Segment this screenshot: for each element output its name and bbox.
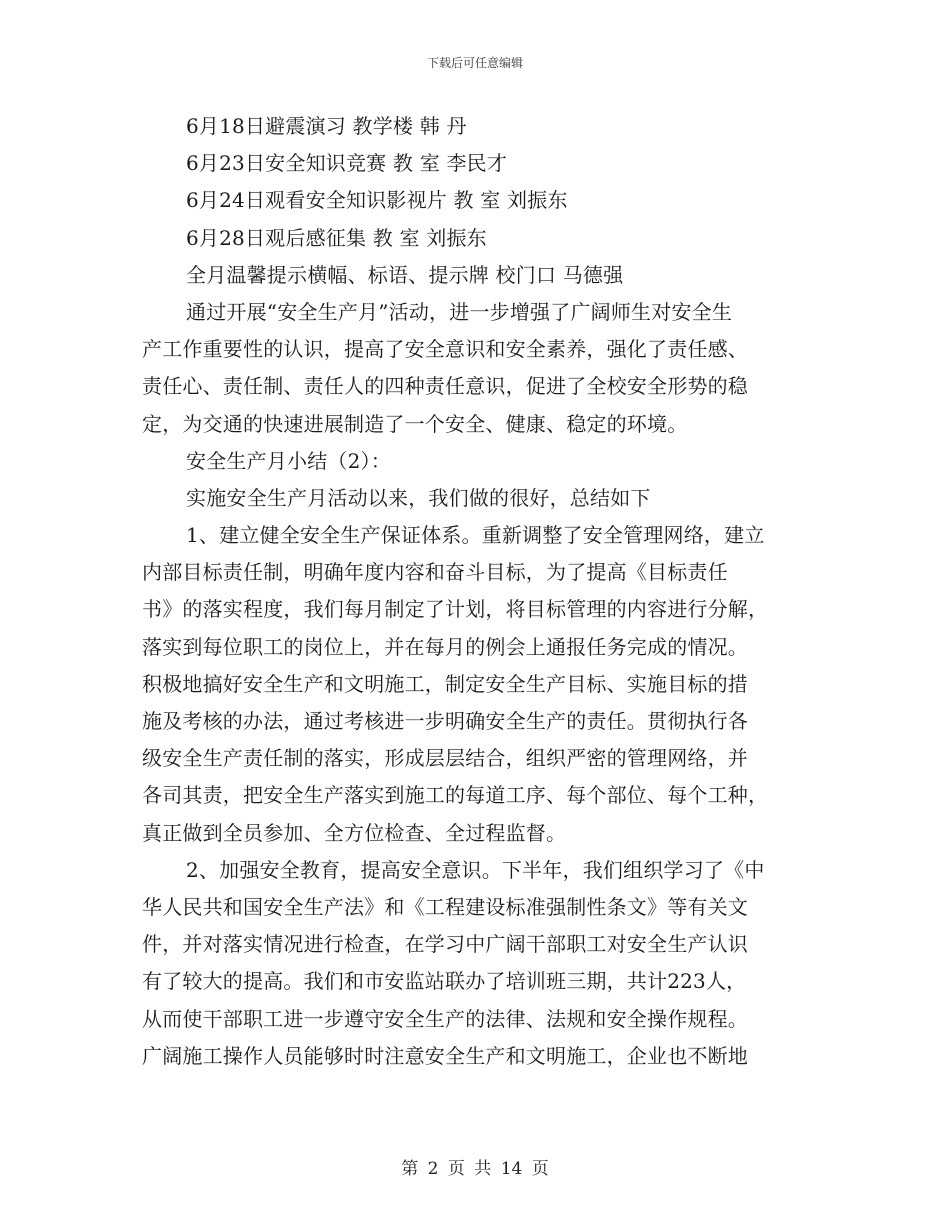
page-footer: 第 2 页 共 14 页 xyxy=(401,1159,549,1179)
text-line: 华人民共和国安全生产法》和《工程建设标准强制性条文》等有关文 xyxy=(142,894,748,919)
text-line: 6月28日观后感征集 教 室 刘振东 xyxy=(186,225,487,250)
text-line: 责任心、责任制、责任人的四种责任意识，促进了全校安全形势的稳 xyxy=(142,374,748,399)
text-line: 全月温馨提示横幅、标语、提示牌 校门口 马德强 xyxy=(186,262,624,287)
text-line: 实施安全生产月活动以来，我们做的很好，总结如下 xyxy=(186,485,651,510)
text-line: 安全生产月小结（2）： xyxy=(186,448,391,473)
text-line: 积极地搞好安全生产和文明施工，制定安全生产目标、实施目标的措 xyxy=(142,671,748,696)
text-line: 书》的落实程度，我们每月制定了计划，将目标管理的内容进行分解， xyxy=(142,597,769,622)
text-line: 真正做到全员参加、全方位检查、全过程监督。 xyxy=(142,820,567,845)
text-line: 各司其责，把安全生产落实到施工的每道工序、每个部位、每个工种， xyxy=(142,783,769,808)
text-line: 通过开展“安全生产月”活动，进一步增强了广阔师生对安全生 xyxy=(186,299,733,324)
text-line: 件，并对落实情况进行检查，在学习中广阔干部职工对安全生产认识 xyxy=(142,932,748,957)
text-line: 1、建立健全安全生产保证体系。重新调整了安全管理网络，建立 xyxy=(186,523,765,548)
header-note: 下载后可任意编辑 xyxy=(426,56,523,70)
text-line: 6月24日观看安全知识影视片 教 室 刘振东 xyxy=(186,188,568,213)
text-line: 有了较大的提高。我们和市安监站联办了培训班三期，共计223人， xyxy=(142,969,747,994)
text-line: 6月18日避震演习 教学楼 韩 丹 xyxy=(186,114,467,138)
text-line: 从而使干部职工进一步遵守安全生产的法律、法规和安全操作规程。 xyxy=(142,1006,748,1031)
document-body xyxy=(142,108,810,1075)
text-line: 施及考核的办法，通过考核进一步明确安全生产的责任。贯彻执行各 xyxy=(142,709,748,733)
text-line: 级安全生产责任制的落实，形成层层结合，组织严密的管理网络，并 xyxy=(142,746,748,771)
text-line: 落实到每位职工的岗位上，并在每月的例会上通报任务完成的情况。 xyxy=(142,634,748,659)
text-line: 广阔施工操作人员能够时时注意安全生产和文明施工，企业也不断地 xyxy=(142,1043,748,1068)
text-line: 2、加强安全教育，提高安全意识。下半年，我们组织学习了《中 xyxy=(186,857,765,882)
text-line: 6月23日安全知识竞赛 教 室 李民才 xyxy=(186,151,508,176)
text-line: 产工作重要性的认识，提高了安全意识和安全素养，强化了责任感、 xyxy=(142,337,748,362)
text-line: 定，为交通的快速进展制造了一个安全、健康、稳定的环境。 xyxy=(142,411,688,436)
text-line: 内部目标责任制，明确年度内容和奋斗目标，为了提高《目标责任 xyxy=(142,560,728,585)
